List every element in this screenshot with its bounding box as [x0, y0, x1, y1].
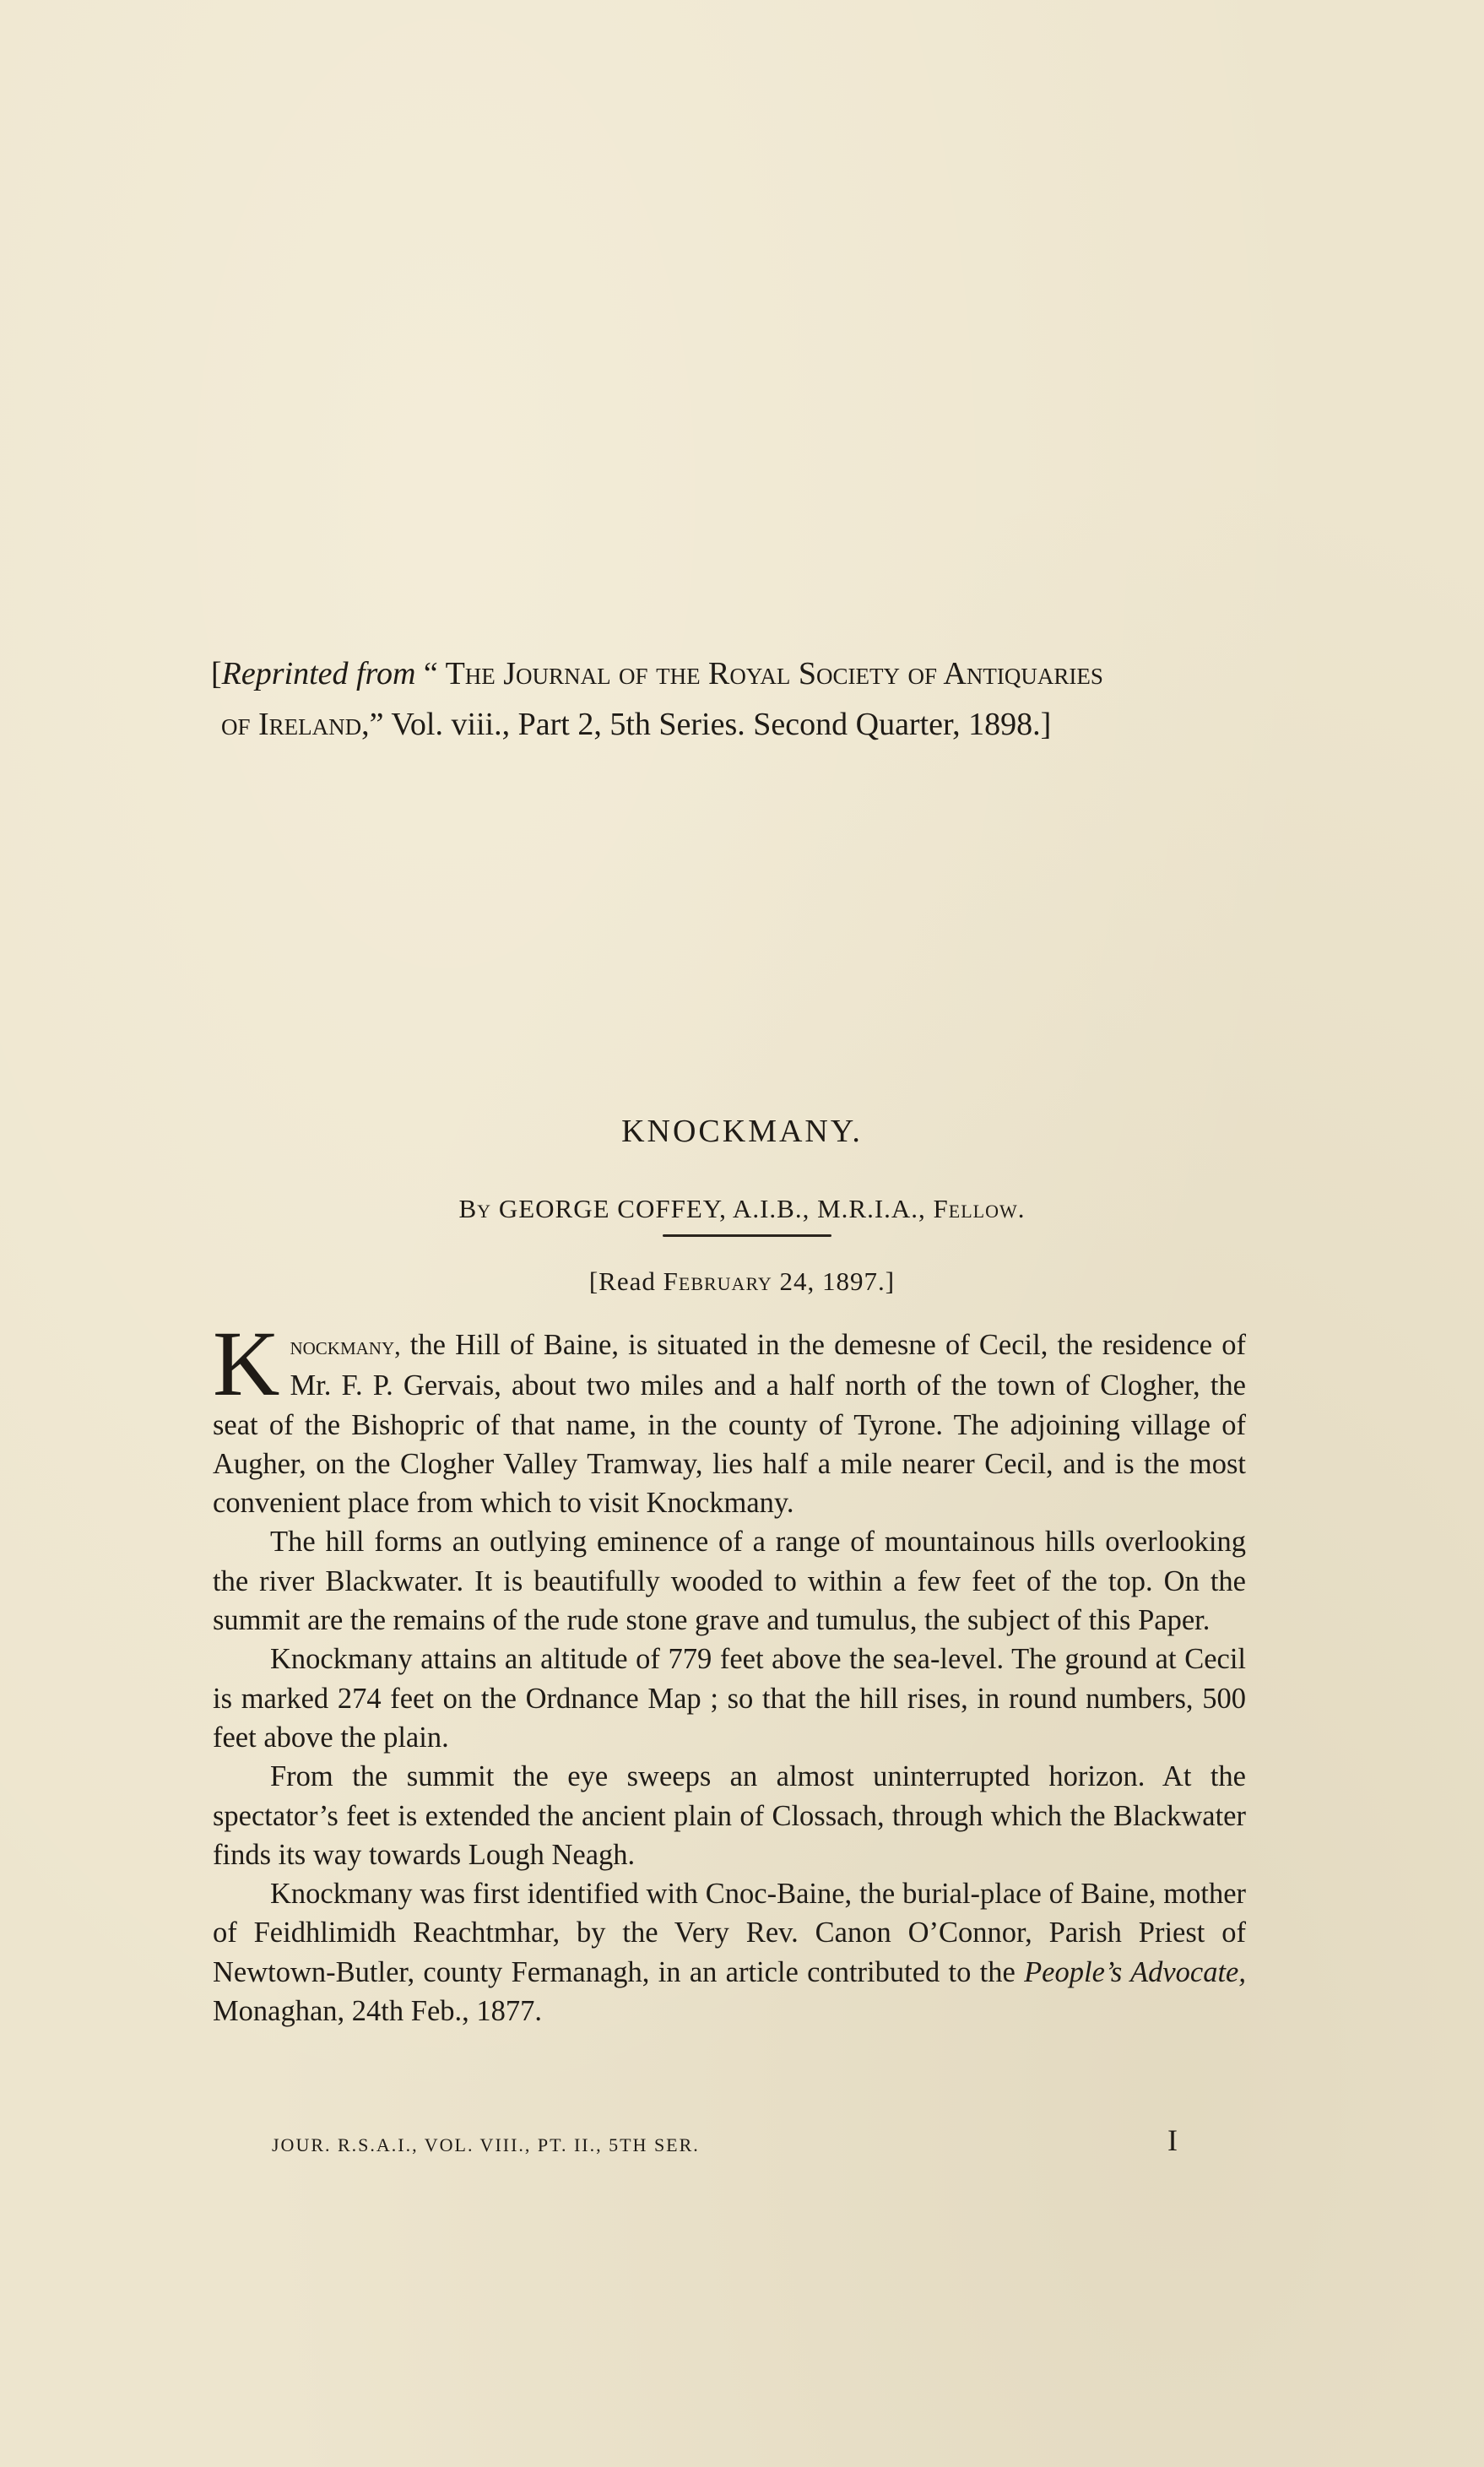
article-body: [213, 1312, 1246, 2031]
paragraph-4: From the summit the eye sweeps an almost uninterrupted horizon. At the spectator’s feet is extended the ancient plain of Clossach, through which the Blackwater finds its way towards Lough Neagh.: [213, 1760, 1246, 1871]
journal-reference-footer: JOUR. R.S.A.I., VOL. VIII., PT. II., 5TH SER.: [272, 2134, 700, 2155]
reprinted-from-text: Reprinted from: [221, 656, 416, 691]
reprint-line-2: [203, 699, 1300, 750]
paragraph-1-text: the Hill of Baine, is situated in the demesne of Cecil, the residence of Mr. F. P. Gervais, about two miles and a half north of the town of Clogher, the seat of the Bishopric of that name, in the county of Tyrone. The adjoining village of Augher, on the Clogher Valley Tramway, lies half a mile nearer Cecil, and is the most convenient place from which to visit Knockmany.: [213, 1329, 1246, 1520]
byline-suffix: Fellow.: [933, 1194, 1026, 1223]
read-month: February: [663, 1266, 772, 1296]
open-bracket: [: [211, 656, 222, 691]
paragraph-1: [213, 1312, 1246, 1522]
article-title: KNOCKMANY.: [621, 1114, 863, 1149]
byline-prefix: By: [458, 1194, 492, 1223]
signature-mark: I: [1167, 2123, 1178, 2157]
publication-name: People’s Advocate,: [1024, 1955, 1246, 1988]
paragraph-1-lead: nockmany,: [290, 1332, 401, 1360]
paragraph-2: The hill forms an outlying eminence of a range of mountainous hills overlooking the river Blackwater. It is beautifully wooded to within a few feet of the top. On the summit are the remains of the rude stone grave and tumulus, the subject of this Paper.: [213, 1526, 1246, 1637]
paragraph-5-text: Knockmany was first identified with Cnoc-Baine, the burial-place of Baine, mother of Feidhlimidh Reachtmhar, by the Very Rev. Canon O’Connor, Parish Priest of Newtown-Butler, county Fermanagh, in an article contributed to the: [213, 1878, 1246, 1988]
read-date: 24, 1897.]: [772, 1266, 896, 1296]
journal-name-line-2: of Ireland,”: [221, 707, 384, 742]
reprint-notice: [203, 648, 1300, 750]
author-name: GEORGE COFFEY, A.I.B., M.R.I.A.,: [491, 1194, 934, 1223]
read-prefix: [Read: [588, 1266, 663, 1296]
paragraph-3: Knockmany attains an altitude of 779 feet above the sea-level. The ground at Cecil is marked 274 feet on the Ordnance Map ; so that the hill rises, in round numbers, 500 feet above the plain.: [213, 1643, 1246, 1754]
paragraph-5-end: Monaghan, 24th Feb., 1877.: [213, 1995, 543, 2028]
read-date-line: [0, 1266, 1484, 1297]
reprint-details: Vol. viii., Part 2, 5th Series. Second Quarter, 1898.]: [383, 707, 1052, 742]
drop-cap: K: [213, 1312, 280, 1415]
journal-name-line-1: “ The Journal of the Royal Society of Antiquaries: [423, 656, 1103, 691]
reprint-line-1: [203, 648, 1300, 699]
paragraph-5: [213, 1874, 1246, 2031]
byline: [0, 1194, 1484, 1224]
byline-rule: [663, 1234, 831, 1237]
